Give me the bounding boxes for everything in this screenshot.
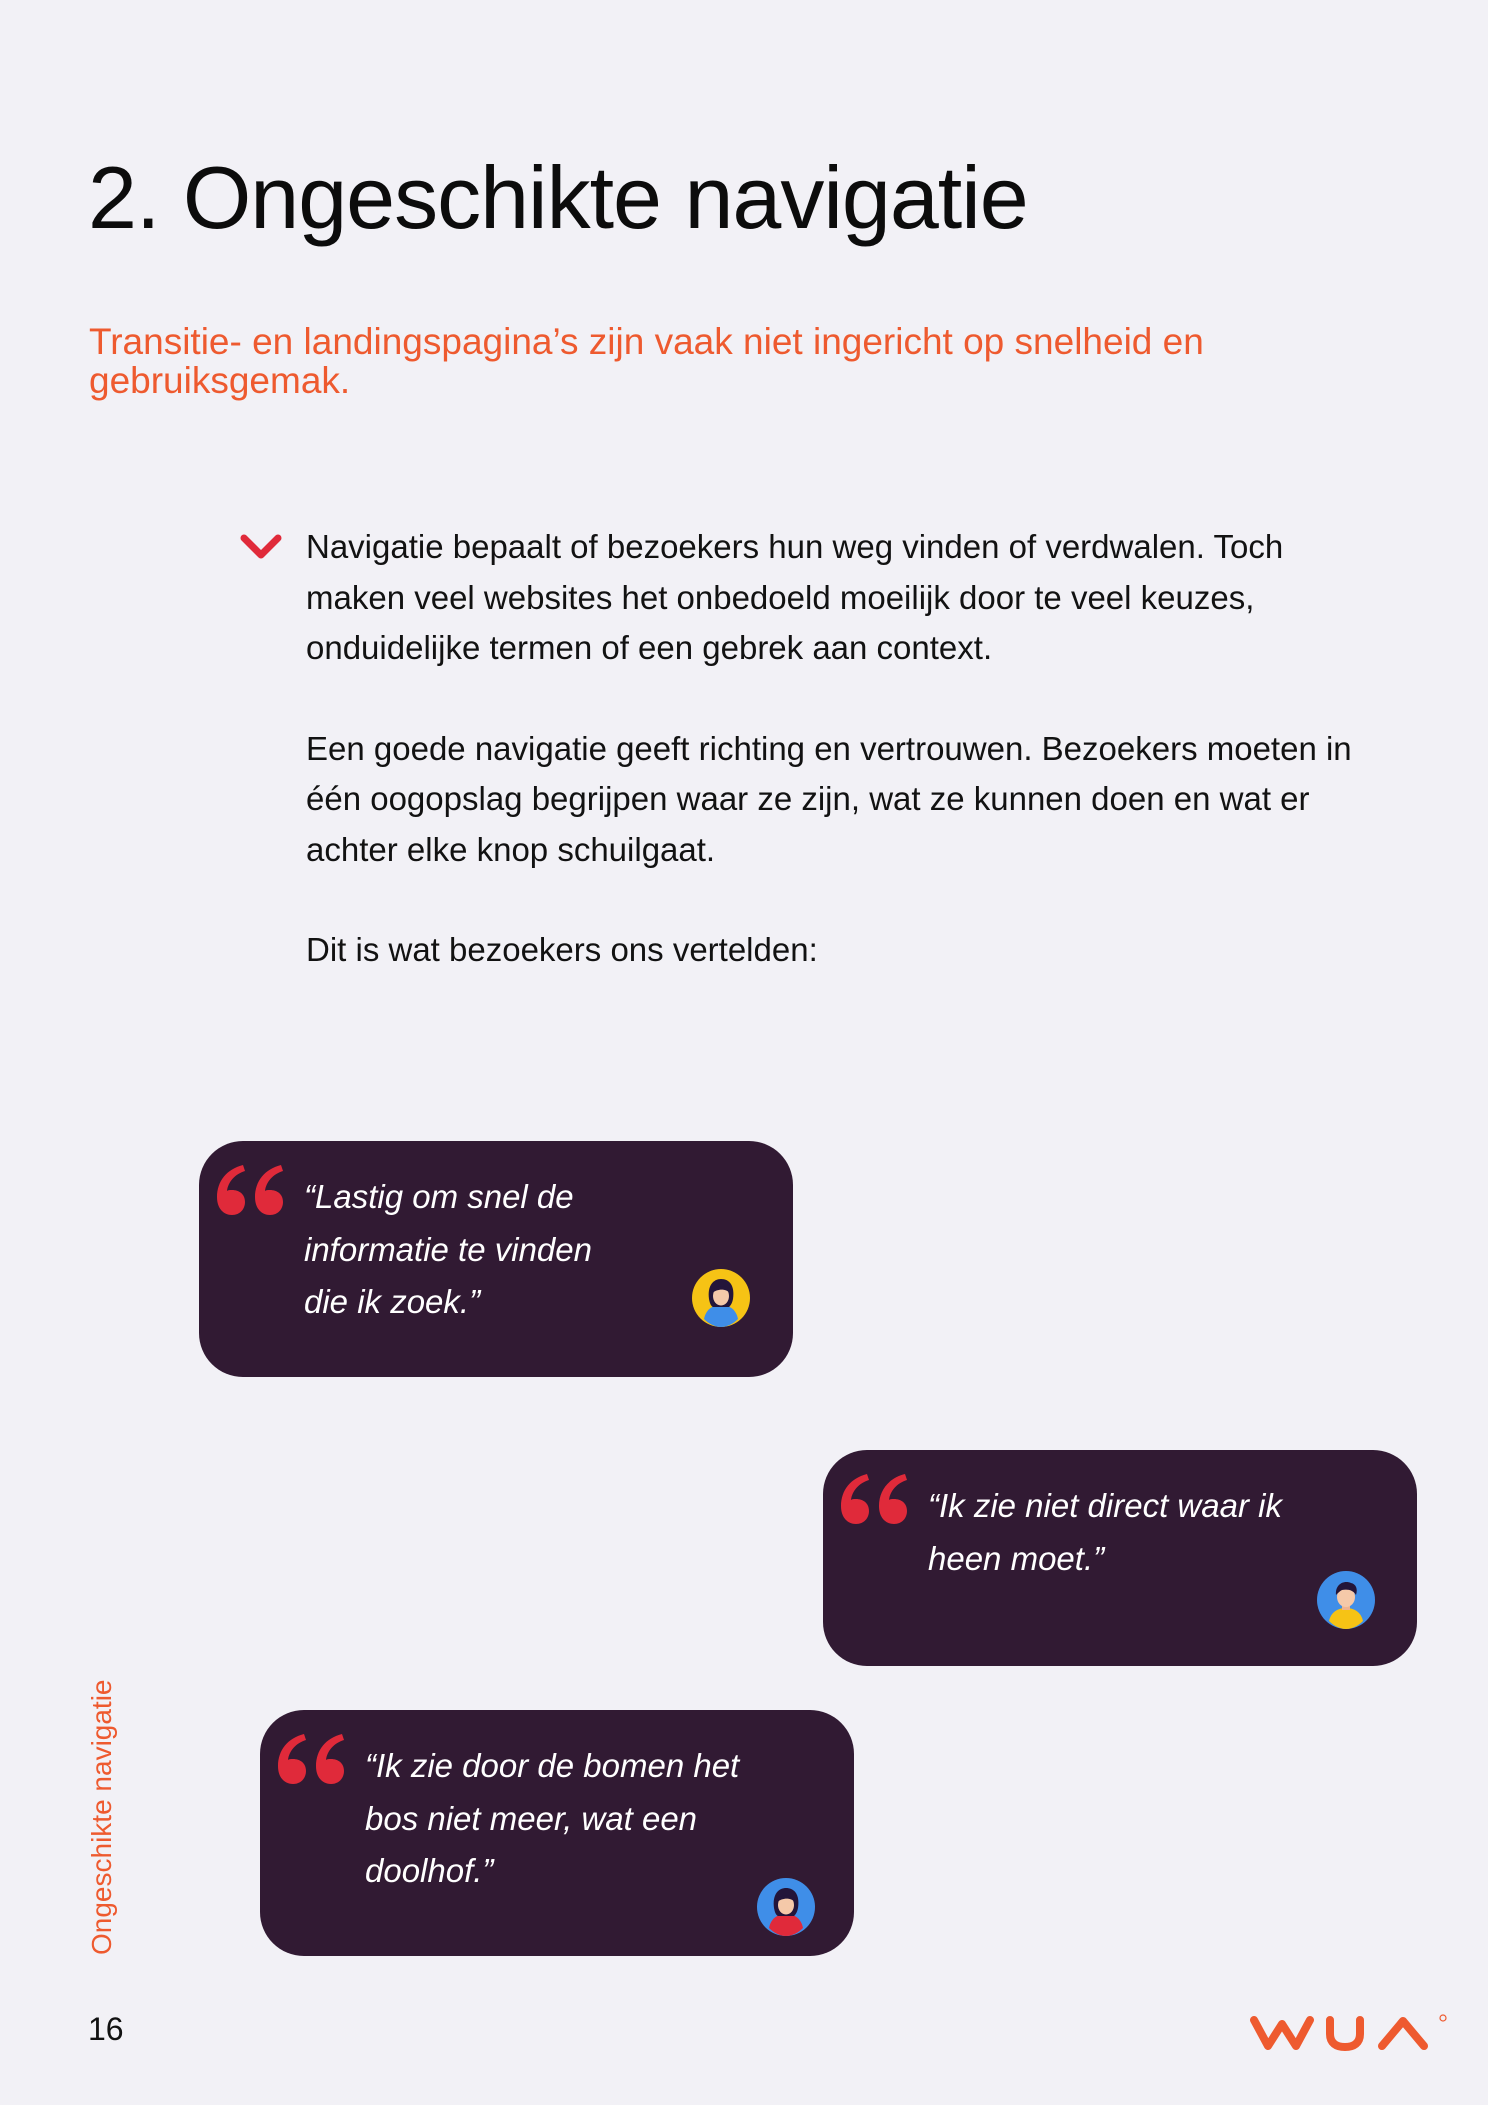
intro-paragraph-3: Dit is wat bezoekers ons vertelden: xyxy=(306,931,818,968)
quote-text: “Ik zie door de bomen het bos niet meer, wat een doolhof.” xyxy=(365,1747,740,1889)
page-title: 2. Ongeschikte navigatie xyxy=(88,148,1028,247)
woman-avatar-icon xyxy=(692,1269,750,1327)
page-subtitle: Transitie- en landingspagina’s zijn vaak niet ingericht op snelheid en gebruiksgemak. xyxy=(89,321,1204,401)
page-number: 16 xyxy=(88,2011,124,2047)
quote-card xyxy=(199,1141,793,1377)
wua-logo xyxy=(1248,2012,1448,2054)
man-avatar-icon xyxy=(1317,1571,1375,1629)
quote-text: “Lastig om snel de informatie te vinden die ik zoek.” xyxy=(304,1178,592,1320)
intro-paragraph-1: Navigatie bepaalt of bezoekers hun weg vinden of verdwalen. Toch maken veel websites het onbedoeld moeilijk door te veel keuzes, onduidelijke termen of een gebrek aan context. xyxy=(306,528,1284,666)
section-side-label: Ongeschikte navigatie xyxy=(86,1679,117,1955)
quote-card xyxy=(260,1710,854,1956)
quote-text: “Ik zie niet direct waar ik heen moet.” xyxy=(928,1487,1282,1577)
quote-mark-icon xyxy=(213,1161,285,1219)
intro-paragraph-2: Een goede navigatie geeft richting en vertrouwen. Bezoekers moeten in één oogopslag begrijpen waar ze zijn, wat ze kunnen doen en wat er achter elke knop schuilgaat. xyxy=(306,729,1352,868)
quote-mark-icon xyxy=(274,1730,346,1788)
chevron-down-icon xyxy=(240,532,282,562)
quote-mark-icon xyxy=(837,1470,909,1528)
quote-card xyxy=(823,1450,1417,1666)
woman-avatar-icon xyxy=(757,1878,815,1936)
intro-text xyxy=(306,522,1366,1026)
